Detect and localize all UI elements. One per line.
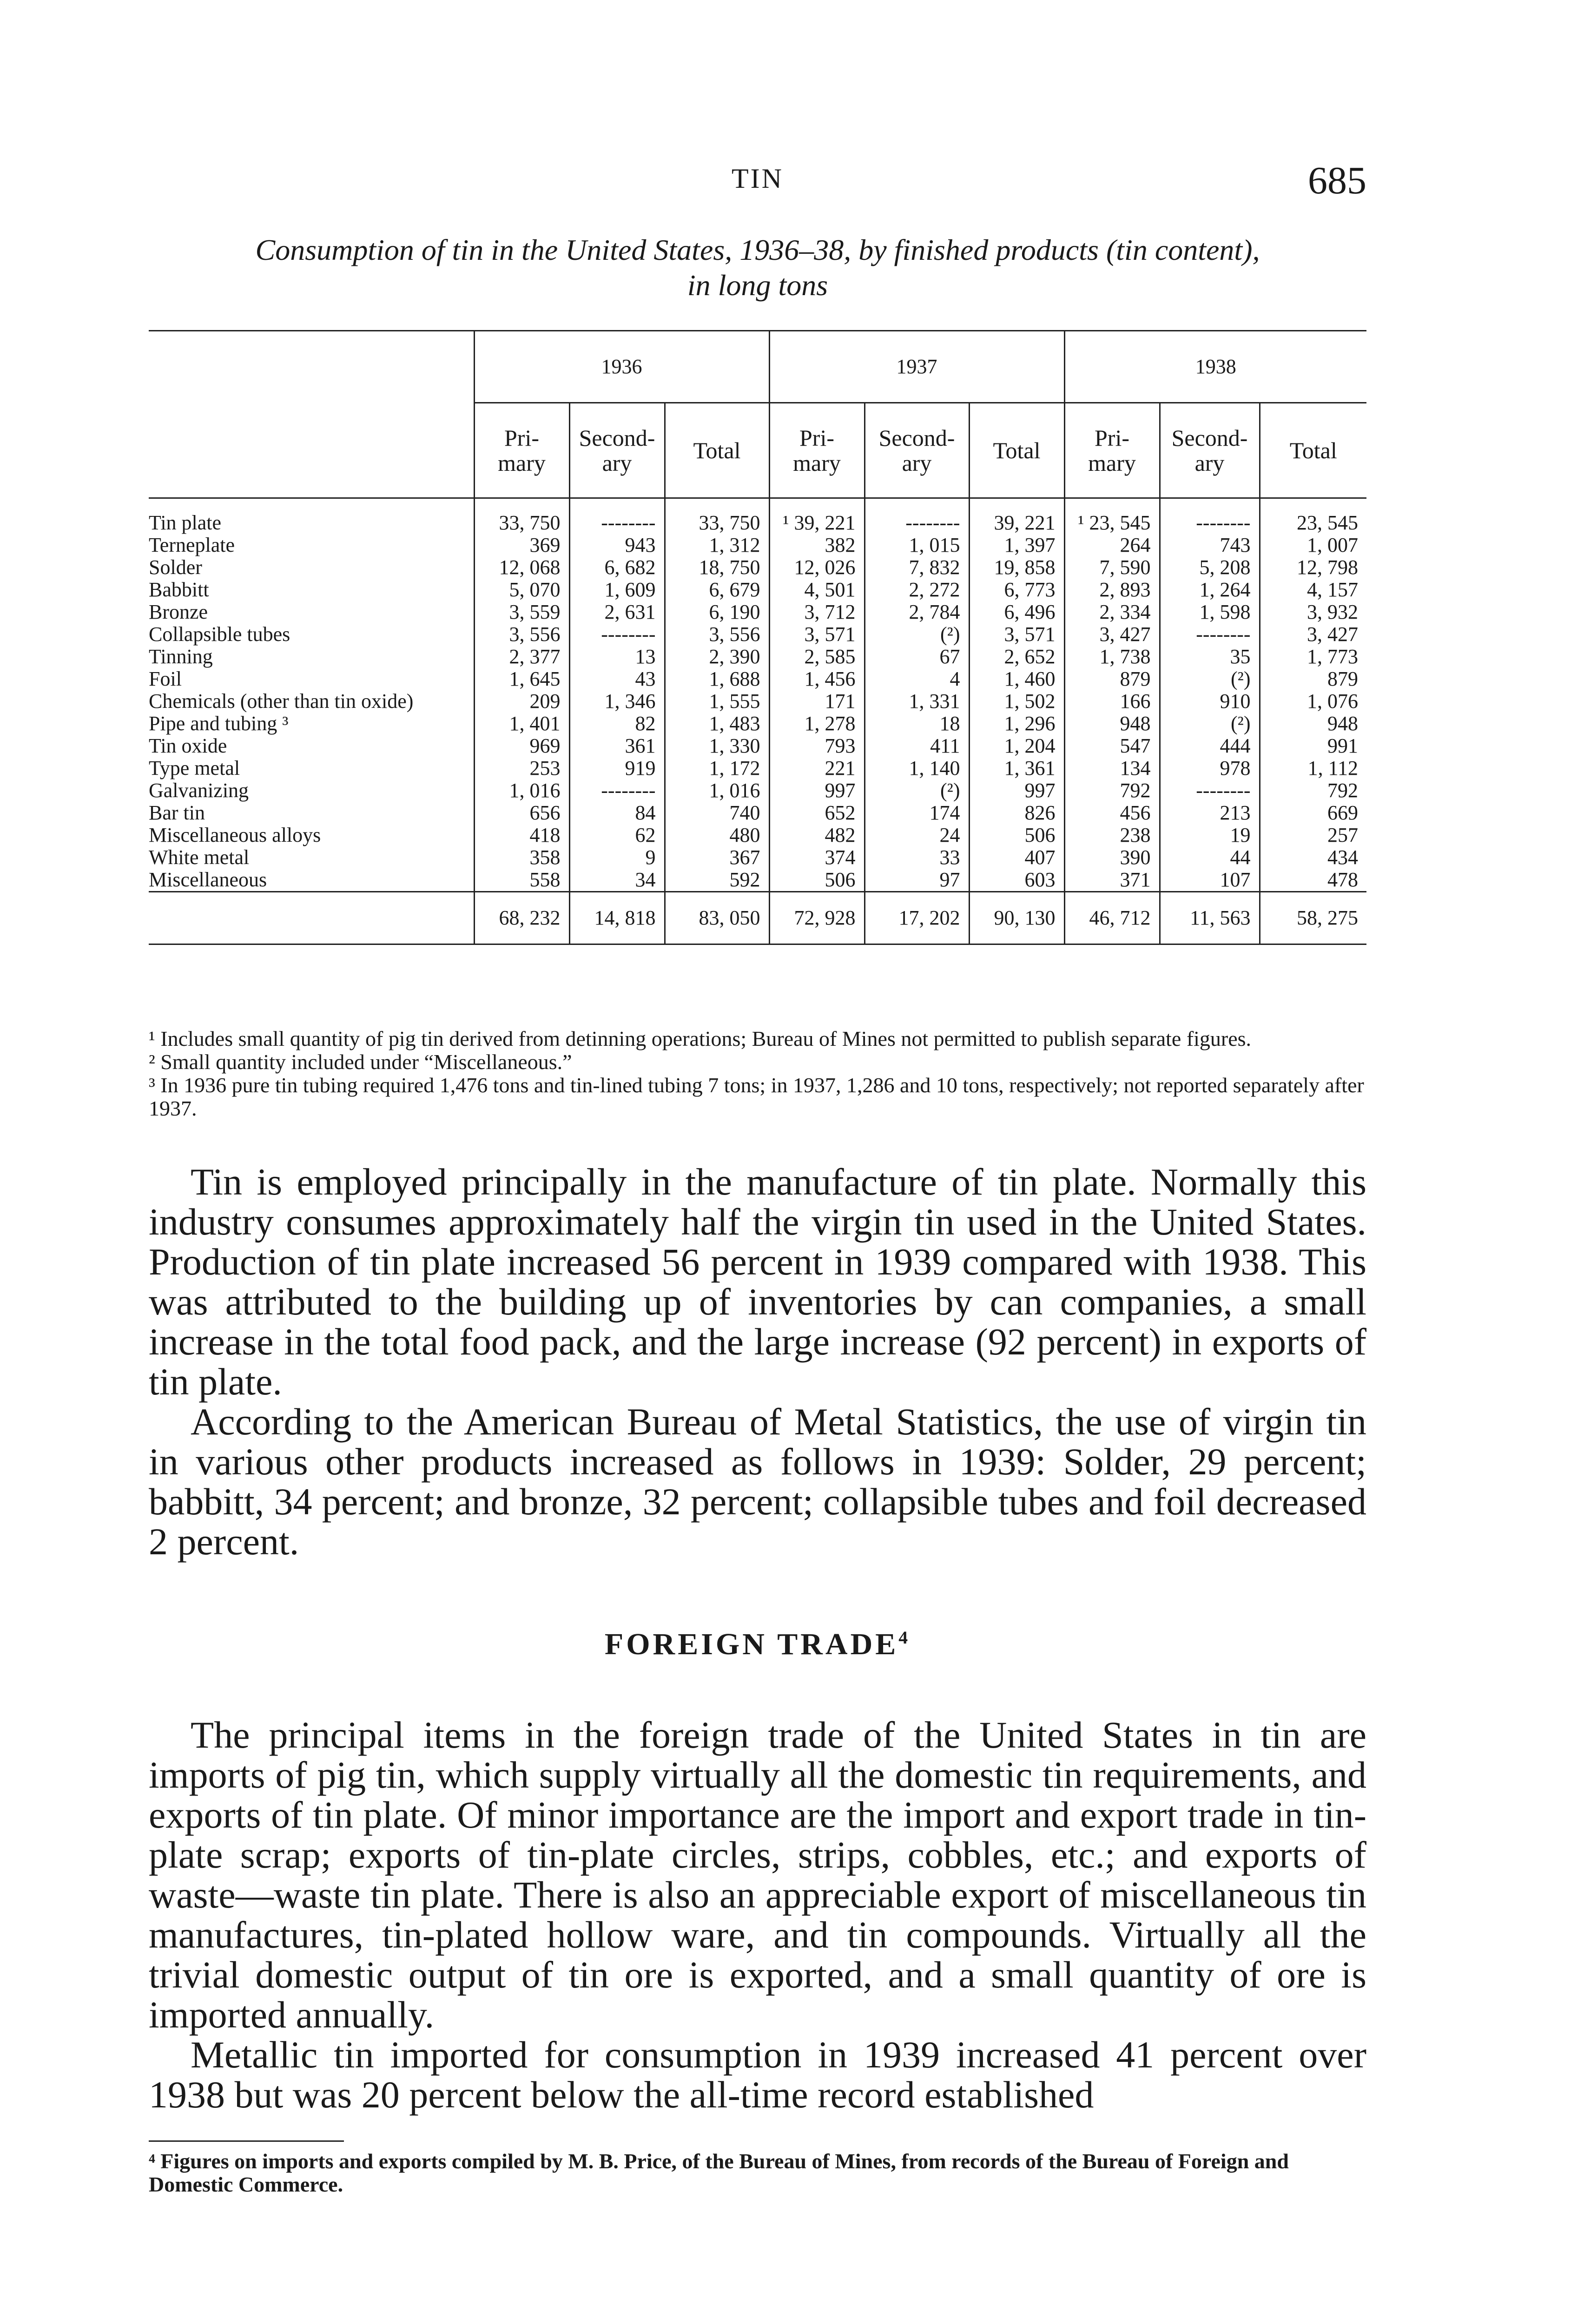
table-cell: 221 bbox=[769, 757, 864, 779]
total-cell: 68, 232 bbox=[474, 892, 569, 944]
total-cell: 46, 712 bbox=[1064, 892, 1160, 944]
row-label: Solder bbox=[149, 556, 202, 579]
caption-line-2: in long tons bbox=[687, 269, 828, 302]
table-cell: ¹ 23, 545 bbox=[1064, 498, 1160, 535]
table-cell: -------- bbox=[569, 779, 665, 802]
table-cell: 12, 798 bbox=[1260, 556, 1366, 579]
table-cell: 82 bbox=[569, 713, 665, 735]
table-cell: 3, 571 bbox=[769, 623, 864, 646]
body-section-consumption bbox=[149, 1162, 1366, 1562]
total-row-label bbox=[149, 892, 474, 944]
body-section-foreign-trade bbox=[149, 1715, 1366, 2115]
footnote-4: ⁴ Figures on imports and exports compiled by M. B. Price, of the Bureau of Mines, from records of the Bureau of Foreign and Domestic Commerce. bbox=[149, 2149, 1289, 2196]
row-label: Foil bbox=[149, 667, 182, 690]
row-label: Miscellaneous bbox=[149, 868, 267, 891]
table-cell: 1, 401 bbox=[474, 713, 569, 735]
table-cell: 418 bbox=[474, 824, 569, 846]
table-cell: 444 bbox=[1160, 735, 1260, 757]
table-cell: ¹ 39, 221 bbox=[769, 498, 864, 535]
table-row bbox=[149, 846, 1366, 869]
table-note-1: ¹ Includes small quantity of pig tin derived from detinning operations; Bureau of Mines not permitted to publish separate figures. bbox=[149, 1027, 1252, 1050]
subheader-secondary: Second- ary bbox=[569, 403, 665, 498]
table-row bbox=[149, 668, 1366, 690]
total-cell: 72, 928 bbox=[769, 892, 864, 944]
row-label: Babbitt bbox=[149, 578, 209, 601]
table-cell: 743 bbox=[1160, 534, 1260, 556]
table-cell: -------- bbox=[1160, 498, 1260, 535]
table-cell: 12, 068 bbox=[474, 556, 569, 579]
table-cell: 174 bbox=[864, 802, 969, 824]
table-cell: 411 bbox=[864, 735, 969, 757]
subheader-total: Total bbox=[969, 403, 1064, 498]
table-cell: 652 bbox=[769, 802, 864, 824]
table-cell: 97 bbox=[864, 869, 969, 892]
table-cell: 367 bbox=[665, 846, 769, 869]
table-cell: 1, 007 bbox=[1260, 534, 1366, 556]
row-label: Bar tin bbox=[149, 801, 205, 824]
table-cell: 4, 501 bbox=[769, 579, 864, 601]
table-row bbox=[149, 690, 1366, 713]
table-cell: 43 bbox=[569, 668, 665, 690]
table-cell: 19 bbox=[1160, 824, 1260, 846]
row-label: Collapsible tubes bbox=[149, 623, 290, 646]
table-cell: (²) bbox=[1160, 668, 1260, 690]
table-cell: 5, 208 bbox=[1160, 556, 1260, 579]
total-cell: 11, 563 bbox=[1160, 892, 1260, 944]
table-cell: 2, 631 bbox=[569, 601, 665, 623]
subheader-primary: Pri- mary bbox=[474, 403, 569, 498]
row-label: Bronze bbox=[149, 601, 208, 623]
table-cell: 948 bbox=[1064, 713, 1160, 735]
table-cell: 910 bbox=[1160, 690, 1260, 713]
table-cell: 34 bbox=[569, 869, 665, 892]
table-cell: 24 bbox=[864, 824, 969, 846]
subheader-primary: Pri- mary bbox=[769, 403, 864, 498]
table-cell: 6, 682 bbox=[569, 556, 665, 579]
table-cell: 3, 712 bbox=[769, 601, 864, 623]
table-cell: 2, 893 bbox=[1064, 579, 1160, 601]
table-cell: 1, 483 bbox=[665, 713, 769, 735]
table-cell: 6, 679 bbox=[665, 579, 769, 601]
total-row bbox=[149, 892, 1366, 944]
table-cell: 558 bbox=[474, 869, 569, 892]
running-title: TIN bbox=[732, 163, 784, 194]
year-header-row bbox=[149, 331, 1366, 403]
table-cell: 23, 545 bbox=[1260, 498, 1366, 535]
table-row bbox=[149, 757, 1366, 779]
table-cell: 2, 334 bbox=[1064, 601, 1160, 623]
table-cell: 1, 609 bbox=[569, 579, 665, 601]
consumption-table-wrapper bbox=[149, 330, 1366, 945]
table-cell: 7, 832 bbox=[864, 556, 969, 579]
paragraph-foreign-trade-items: The principal items in the foreign trade of the United States in tin are imports of pig tin, which supply virtually all the domestic tin requirements, and exports of tin plate. Of minor importance are the import and export trade in tin-plate scrap; exports of tin-plate circles, strips, cobbles, etc.; and exports of waste—waste tin plate. There is also an appreciable export of miscellaneous tin manufactures, tin-plated hollow ware, and tin compounds. Virtually all the trivial domestic output of tin ore is exported, and a small quantity of ore is imported annually. bbox=[149, 1714, 1366, 2036]
table-cell: 7, 590 bbox=[1064, 556, 1160, 579]
table-cell: 478 bbox=[1260, 869, 1366, 892]
table-cell: 3, 571 bbox=[969, 623, 1064, 646]
table-cell: (²) bbox=[864, 779, 969, 802]
table-cell: 6, 773 bbox=[969, 579, 1064, 601]
paragraph-tin-plate: Tin is employed principally in the manufacture of tin plate. Normally this industry consumes approximately half the virgin tin used in the United States. Production of tin plate increased 56 percent in 1939 compared with 1938. This was attributed to the building up of inventories by can companies, a small increase in the total food pack, and the large increase (92 percent) in exports of tin plate. bbox=[149, 1161, 1366, 1403]
table-cell: 943 bbox=[569, 534, 665, 556]
table-cell: 1, 346 bbox=[569, 690, 665, 713]
page-header bbox=[149, 158, 1366, 209]
table-cell: 369 bbox=[474, 534, 569, 556]
table-cell: 107 bbox=[1160, 869, 1260, 892]
table-cell: 4 bbox=[864, 668, 969, 690]
table-cell: 1, 361 bbox=[969, 757, 1064, 779]
section-heading-foreign-trade bbox=[149, 1627, 1366, 1662]
total-cell: 17, 202 bbox=[864, 892, 969, 944]
table-cell: 793 bbox=[769, 735, 864, 757]
table-cell: 382 bbox=[769, 534, 864, 556]
total-cell: 90, 130 bbox=[969, 892, 1064, 944]
table-cell: 166 bbox=[1064, 690, 1160, 713]
table-cell: 6, 496 bbox=[969, 601, 1064, 623]
table-cell: 84 bbox=[569, 802, 665, 824]
table-cell: 919 bbox=[569, 757, 665, 779]
table-cell: 209 bbox=[474, 690, 569, 713]
table-row bbox=[149, 556, 1366, 579]
table-cell: 3, 556 bbox=[665, 623, 769, 646]
table-cell: 238 bbox=[1064, 824, 1160, 846]
table-cell: 480 bbox=[665, 824, 769, 846]
row-label: Miscellaneous alloys bbox=[149, 824, 321, 846]
table-cell: 969 bbox=[474, 735, 569, 757]
product-column-header bbox=[149, 331, 474, 498]
subheader-secondary: Second- ary bbox=[1160, 403, 1260, 498]
table-cell: 1, 645 bbox=[474, 668, 569, 690]
table-row bbox=[149, 534, 1366, 556]
table-cell: 3, 932 bbox=[1260, 601, 1366, 623]
table-cell: -------- bbox=[569, 623, 665, 646]
table-cell: 35 bbox=[1160, 646, 1260, 668]
table-cell: 1, 312 bbox=[665, 534, 769, 556]
table-row bbox=[149, 779, 1366, 802]
table-cell: 3, 427 bbox=[1260, 623, 1366, 646]
table-cell: 1, 076 bbox=[1260, 690, 1366, 713]
table-cell: 1, 688 bbox=[665, 668, 769, 690]
table-cell: 2, 390 bbox=[665, 646, 769, 668]
table-cell: 1, 016 bbox=[665, 779, 769, 802]
table-cell: -------- bbox=[1160, 779, 1260, 802]
subheader-primary: Pri- mary bbox=[1064, 403, 1160, 498]
table-cell: 2, 585 bbox=[769, 646, 864, 668]
table-cell: 592 bbox=[665, 869, 769, 892]
table-row bbox=[149, 735, 1366, 757]
table-cell: 67 bbox=[864, 646, 969, 668]
table-cell: 879 bbox=[1260, 668, 1366, 690]
table-row bbox=[149, 623, 1366, 646]
table-cell: 2, 272 bbox=[864, 579, 969, 601]
row-label: Galvanizing bbox=[149, 779, 249, 802]
table-cell: 33, 750 bbox=[474, 498, 569, 535]
table-cell: 456 bbox=[1064, 802, 1160, 824]
table-cell: 390 bbox=[1064, 846, 1160, 869]
page-number: 685 bbox=[1308, 159, 1366, 202]
row-label: White metal bbox=[149, 846, 250, 869]
table-cell: 2, 377 bbox=[474, 646, 569, 668]
table-cell: 33 bbox=[864, 846, 969, 869]
table-cell: 1, 016 bbox=[474, 779, 569, 802]
table-cell: 1, 330 bbox=[665, 735, 769, 757]
table-cell: 656 bbox=[474, 802, 569, 824]
table-cell: 792 bbox=[1260, 779, 1366, 802]
table-cell: 792 bbox=[1064, 779, 1160, 802]
year-header-1938: 1938 bbox=[1064, 331, 1366, 403]
table-row bbox=[149, 646, 1366, 668]
table-cell: 3, 556 bbox=[474, 623, 569, 646]
table-cell: 9 bbox=[569, 846, 665, 869]
table-cell: 1, 331 bbox=[864, 690, 969, 713]
table-cell: 603 bbox=[969, 869, 1064, 892]
table-cell: 1, 204 bbox=[969, 735, 1064, 757]
total-cell: 83, 050 bbox=[665, 892, 769, 944]
table-cell: 44 bbox=[1160, 846, 1260, 869]
table-cell: 264 bbox=[1064, 534, 1160, 556]
table-note-2: ² Small quantity included under “Miscellaneous.” bbox=[149, 1050, 572, 1074]
table-cell: 1, 456 bbox=[769, 668, 864, 690]
table-caption bbox=[149, 232, 1366, 303]
table-cell: 1, 738 bbox=[1064, 646, 1160, 668]
table-cell: 6, 190 bbox=[665, 601, 769, 623]
footnote-rule bbox=[149, 2140, 344, 2142]
table-cell: 18 bbox=[864, 713, 969, 735]
table-cell: 948 bbox=[1260, 713, 1366, 735]
table-cell: 434 bbox=[1260, 846, 1366, 869]
table-row bbox=[149, 601, 1366, 623]
table-cell: 1, 278 bbox=[769, 713, 864, 735]
consumption-table bbox=[149, 330, 1366, 945]
table-cell: 506 bbox=[769, 869, 864, 892]
row-label: Terneplate bbox=[149, 534, 235, 556]
table-cell: 1, 598 bbox=[1160, 601, 1260, 623]
table-cell: 253 bbox=[474, 757, 569, 779]
table-cell: 1, 140 bbox=[864, 757, 969, 779]
table-cell: 171 bbox=[769, 690, 864, 713]
table-cell: 5, 070 bbox=[474, 579, 569, 601]
table-cell: 547 bbox=[1064, 735, 1160, 757]
section-heading-footnote-ref: 4 bbox=[898, 1627, 911, 1648]
table-cell: 12, 026 bbox=[769, 556, 864, 579]
section-heading-text: FOREIGN TRADE bbox=[604, 1627, 899, 1661]
table-cell: 991 bbox=[1260, 735, 1366, 757]
table-cell: 826 bbox=[969, 802, 1064, 824]
table-cell: 1, 112 bbox=[1260, 757, 1366, 779]
table-row bbox=[149, 713, 1366, 735]
table-cell: 19, 858 bbox=[969, 556, 1064, 579]
table-cell: 62 bbox=[569, 824, 665, 846]
table-cell: (²) bbox=[1160, 713, 1260, 735]
table-row bbox=[149, 498, 1366, 535]
row-label: Tin plate bbox=[149, 511, 222, 534]
table-cell: 3, 427 bbox=[1064, 623, 1160, 646]
table-cell: 978 bbox=[1160, 757, 1260, 779]
table-cell: 2, 784 bbox=[864, 601, 969, 623]
table-cell: 33, 750 bbox=[665, 498, 769, 535]
caption-line-1: Consumption of tin in the United States, 1936–38, by finished products (tin content), bbox=[255, 233, 1260, 266]
table-notes bbox=[149, 1027, 1366, 1120]
total-cell: 14, 818 bbox=[569, 892, 665, 944]
table-cell: 1, 555 bbox=[665, 690, 769, 713]
table-cell: 1, 460 bbox=[969, 668, 1064, 690]
table-cell: 997 bbox=[769, 779, 864, 802]
paragraph-virgin-tin-use: According to the American Bureau of Metal Statistics, the use of virgin tin in various other products increased as follows in 1939: Solder, 29 percent; babbitt, 34 percent; and bronze, 32 percent; collapsible tubes and foil decreased 2 percent. bbox=[149, 1400, 1366, 1563]
table-cell: 213 bbox=[1160, 802, 1260, 824]
table-cell: -------- bbox=[864, 498, 969, 535]
table-cell: 371 bbox=[1064, 869, 1160, 892]
total-cell: 58, 275 bbox=[1260, 892, 1366, 944]
table-cell: 1, 502 bbox=[969, 690, 1064, 713]
table-cell: 39, 221 bbox=[969, 498, 1064, 535]
table-cell: 361 bbox=[569, 735, 665, 757]
table-cell: 482 bbox=[769, 824, 864, 846]
table-cell: 374 bbox=[769, 846, 864, 869]
table-note-3: ³ In 1936 pure tin tubing required 1,476 tons and tin-lined tubing 7 tons; in 1937, 1,286 and 10 tons, respectively; not reported separately after 1937. bbox=[149, 1073, 1364, 1120]
table-cell: 1, 172 bbox=[665, 757, 769, 779]
row-label: Pipe and tubing ³ bbox=[149, 712, 289, 735]
table-cell: 506 bbox=[969, 824, 1064, 846]
subheader-total: Total bbox=[1260, 403, 1366, 498]
year-header-1936: 1936 bbox=[474, 331, 769, 403]
table-cell: 4, 157 bbox=[1260, 579, 1366, 601]
table-cell: (²) bbox=[864, 623, 969, 646]
row-label: Chemicals (other than tin oxide) bbox=[149, 690, 414, 713]
paragraph-metallic-tin-imports: Metallic tin imported for consumption in 1939 increased 41 percent over 1938 but was 20 percent below the all-time record established bbox=[149, 2034, 1366, 2116]
table-cell: 1, 264 bbox=[1160, 579, 1260, 601]
table-cell: 997 bbox=[969, 779, 1064, 802]
subheader-total: Total bbox=[665, 403, 769, 498]
table-cell: 134 bbox=[1064, 757, 1160, 779]
table-row bbox=[149, 579, 1366, 601]
table-cell: 2, 652 bbox=[969, 646, 1064, 668]
row-label: Tinning bbox=[149, 645, 213, 668]
table-row bbox=[149, 824, 1366, 846]
table-cell: -------- bbox=[569, 498, 665, 535]
table-cell: 257 bbox=[1260, 824, 1366, 846]
table-cell: 1, 397 bbox=[969, 534, 1064, 556]
table-cell: 1, 773 bbox=[1260, 646, 1366, 668]
table-row bbox=[149, 869, 1366, 892]
table-cell: 1, 296 bbox=[969, 713, 1064, 735]
table-cell: 18, 750 bbox=[665, 556, 769, 579]
subheader-secondary: Second- ary bbox=[864, 403, 969, 498]
table-cell: 13 bbox=[569, 646, 665, 668]
table-cell: 3, 559 bbox=[474, 601, 569, 623]
table-cell: 407 bbox=[969, 846, 1064, 869]
row-label: Tin oxide bbox=[149, 734, 227, 757]
table-cell: 879 bbox=[1064, 668, 1160, 690]
table-cell: 358 bbox=[474, 846, 569, 869]
table-cell: -------- bbox=[1160, 623, 1260, 646]
row-label: Type metal bbox=[149, 757, 240, 779]
year-header-1937: 1937 bbox=[769, 331, 1064, 403]
table-cell: 740 bbox=[665, 802, 769, 824]
table-row bbox=[149, 802, 1366, 824]
table-cell: 1, 015 bbox=[864, 534, 969, 556]
table-body bbox=[149, 498, 1366, 892]
table-cell: 669 bbox=[1260, 802, 1366, 824]
